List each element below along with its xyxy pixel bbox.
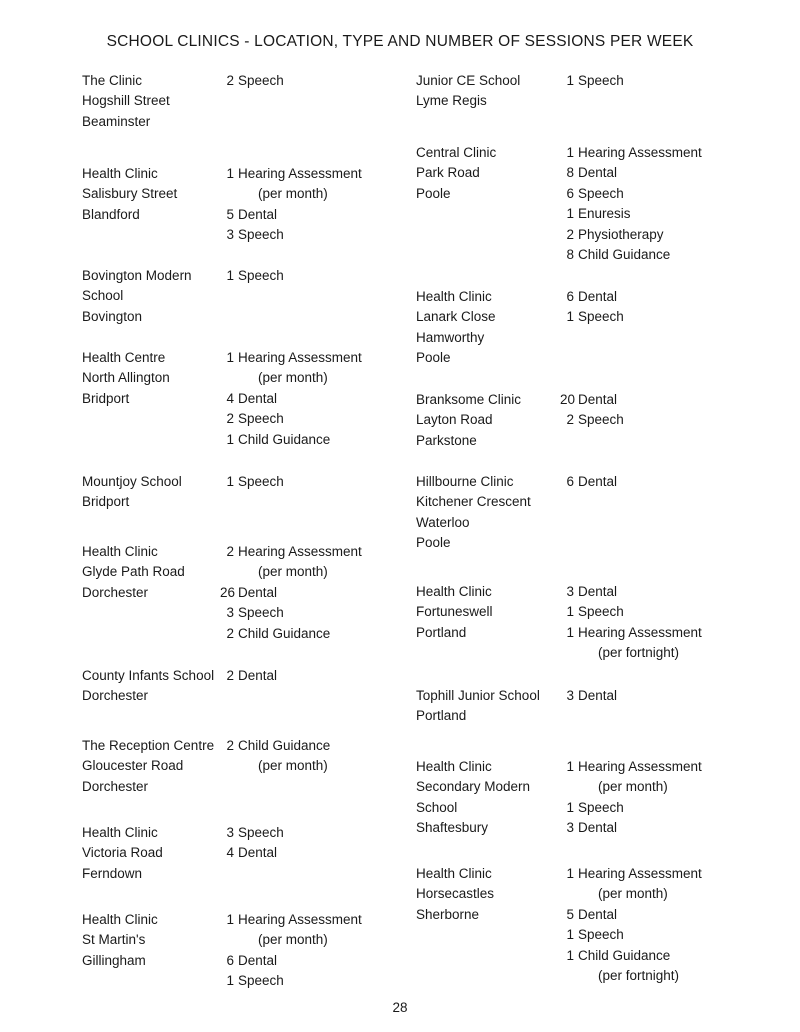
session-row — [220, 542, 362, 562]
session-type: Speech — [238, 973, 284, 989]
clinic-sessions — [220, 266, 284, 286]
location-line: Parkstone — [416, 432, 477, 448]
session-count: 1 — [566, 799, 574, 815]
session-note-text: (per month) — [258, 758, 328, 774]
location-line: Park Road — [416, 165, 480, 181]
location-line: Health Clinic — [82, 544, 158, 559]
session-type: Dental — [238, 952, 278, 968]
session-type: Speech — [578, 73, 624, 88]
session-count: 1 — [226, 431, 234, 447]
location-line: The Reception Centre — [82, 738, 215, 753]
session-row — [220, 843, 284, 863]
session-frequency-note — [220, 930, 362, 950]
location-line: Gloucester Road — [82, 758, 184, 774]
session-row — [560, 307, 624, 327]
session-count: 1 — [226, 166, 234, 181]
session-count: 4 — [226, 845, 234, 861]
session-note-text: (per month) — [598, 779, 668, 795]
session-row — [560, 184, 702, 204]
clinic-location — [416, 472, 531, 554]
clinic-sessions — [220, 472, 284, 492]
clinic-location — [416, 582, 493, 643]
clinic-sessions — [220, 164, 362, 246]
location-line: Health Centre — [82, 350, 166, 365]
session-type: Dental — [578, 474, 618, 489]
location-line: Bridport — [82, 390, 130, 406]
session-count: 1 — [566, 947, 574, 963]
location-line: Health Clinic — [82, 166, 158, 181]
session-count: 1 — [566, 145, 574, 160]
session-row — [220, 430, 362, 450]
session-row — [220, 71, 284, 91]
page-number: 28 — [392, 1000, 408, 1015]
location-line: Poole — [416, 185, 451, 201]
location-line: Lanark Close — [416, 309, 496, 325]
location-line: Hamworthy — [416, 329, 485, 345]
session-count: 2 — [226, 544, 234, 559]
clinic-location — [416, 864, 494, 925]
clinic-location — [416, 686, 540, 727]
session-count: 1 — [226, 973, 234, 989]
session-type: Dental — [578, 906, 618, 922]
session-count: 1 — [566, 309, 574, 325]
page-title: SCHOOL CLINICS - LOCATION, TYPE AND NUMBER OF SESSIONS PER WEEK — [106, 33, 694, 50]
session-row — [560, 143, 702, 163]
session-count: 8 — [566, 247, 574, 263]
location-line: Bovington — [82, 308, 143, 324]
location-line: Health Clinic — [82, 825, 158, 840]
session-count: 2 — [566, 226, 574, 242]
location-line: Health Clinic — [416, 866, 492, 881]
session-row — [220, 971, 362, 991]
location-line: County Infants School — [82, 668, 215, 683]
location-line: Beaminster — [82, 113, 151, 129]
location-line: Shaftesbury — [416, 820, 489, 836]
clinic-sessions — [560, 582, 702, 664]
session-row — [560, 472, 617, 492]
session-frequency-note — [560, 643, 702, 663]
clinic-location — [416, 71, 520, 112]
location-line: Hillbourne Clinic — [416, 474, 514, 489]
session-count: 3 — [566, 584, 574, 599]
session-count: 1 — [226, 350, 234, 365]
session-type: Child Guidance — [238, 625, 331, 641]
session-row — [560, 245, 702, 265]
session-type: Speech — [238, 474, 284, 489]
clinic-location — [416, 287, 496, 369]
session-note-text: (per fortnight) — [598, 968, 680, 984]
session-count: 3 — [226, 605, 234, 621]
session-count: 1 — [566, 604, 574, 620]
session-row — [560, 798, 702, 818]
session-row — [560, 864, 702, 884]
clinic-location — [416, 390, 521, 451]
location-line: Tophill Junior School — [416, 688, 540, 703]
location-line: The Clinic — [82, 73, 143, 88]
location-line: Dorchester — [82, 778, 149, 794]
session-type: Dental — [238, 390, 278, 406]
location-line: Bovington Modern — [82, 268, 192, 283]
session-frequency-note — [220, 756, 330, 776]
location-line: School — [416, 799, 458, 815]
session-frequency-note — [560, 884, 702, 904]
location-line: Junior CE School — [416, 73, 521, 88]
location-line: Victoria Road — [82, 845, 163, 861]
session-count: 6 — [226, 952, 234, 968]
session-row — [220, 266, 284, 286]
clinic-sessions — [220, 71, 284, 91]
session-count: 2 — [566, 412, 574, 428]
location-line: Poole — [416, 350, 451, 366]
session-count: 6 — [566, 289, 574, 304]
session-type: Dental — [238, 584, 278, 600]
clinic-sessions — [560, 472, 617, 492]
session-row — [560, 686, 617, 706]
session-row — [560, 71, 624, 91]
session-type: Speech — [578, 309, 624, 325]
session-type: Hearing Assessment — [238, 912, 362, 927]
clinic-location — [82, 736, 214, 797]
clinic-sessions — [560, 864, 702, 986]
session-frequency-note — [560, 966, 702, 986]
session-count: 1 — [566, 206, 574, 222]
session-count: 2 — [226, 668, 234, 683]
session-note-text: (per month) — [598, 886, 668, 902]
session-count: 6 — [566, 185, 574, 201]
location-line: Gillingham — [82, 952, 146, 968]
clinic-location — [82, 910, 158, 971]
session-type: Speech — [578, 185, 624, 201]
session-type: Hearing Assessment — [238, 166, 362, 181]
location-line: Glyde Path Road — [82, 564, 185, 580]
session-row — [560, 225, 702, 245]
session-type: Hearing Assessment — [578, 624, 702, 640]
clinic-location — [416, 757, 530, 839]
session-type: Dental — [578, 289, 618, 304]
session-note-text: (per month) — [258, 186, 328, 202]
session-type: Dental — [238, 845, 278, 861]
session-row — [560, 818, 702, 838]
session-type: Speech — [578, 604, 624, 620]
session-type: Child Guidance — [238, 738, 331, 753]
session-count: 3 — [226, 825, 234, 840]
session-row — [560, 204, 702, 224]
clinic-location — [82, 164, 177, 225]
session-type: Speech — [578, 799, 624, 815]
location-line: Lyme Regis — [416, 93, 487, 109]
location-line: Dorchester — [82, 584, 149, 600]
location-line: Health Clinic — [416, 759, 492, 774]
session-count: 8 — [566, 165, 574, 181]
session-type: Speech — [238, 411, 284, 427]
session-type: Child Guidance — [578, 247, 671, 263]
location-line: Kitchener Crescent — [416, 494, 531, 510]
session-frequency-note — [220, 184, 362, 204]
location-line: Blandford — [82, 206, 140, 222]
session-count: 5 — [566, 906, 574, 922]
session-count: 1 — [566, 866, 574, 881]
clinic-location — [82, 71, 170, 132]
session-type: Physiotherapy — [578, 226, 664, 242]
session-type: Speech — [578, 412, 624, 428]
session-row — [220, 164, 362, 184]
session-count: 6 — [566, 474, 574, 489]
session-row — [220, 603, 362, 623]
session-row — [220, 472, 284, 492]
location-line: Layton Road — [416, 412, 493, 428]
session-row — [560, 390, 624, 410]
session-row — [220, 951, 362, 971]
session-row — [560, 623, 702, 643]
session-type: Speech — [238, 227, 284, 243]
location-line: St Martin's — [82, 932, 146, 948]
session-type: Hearing Assessment — [578, 759, 702, 774]
session-type: Speech — [238, 825, 284, 840]
session-row — [560, 757, 702, 777]
session-row — [560, 287, 624, 307]
session-row — [560, 602, 702, 622]
session-row — [220, 409, 362, 429]
session-row — [560, 163, 702, 183]
clinic-sessions — [560, 143, 702, 265]
session-row — [560, 905, 702, 925]
location-line: School — [82, 288, 124, 304]
session-count: 2 — [226, 73, 234, 88]
clinic-sessions — [560, 287, 624, 328]
clinic-location — [82, 348, 170, 409]
location-line: Horsecastles — [416, 886, 495, 902]
session-count: 1 — [226, 268, 234, 283]
location-line: Poole — [416, 535, 451, 551]
location-line: Fortuneswell — [416, 604, 493, 620]
session-type: Dental — [238, 668, 278, 683]
clinic-sessions — [560, 686, 617, 706]
location-line: Bridport — [82, 494, 130, 510]
clinic-location — [82, 542, 185, 603]
location-line: Dorchester — [82, 688, 149, 704]
session-row — [560, 582, 702, 602]
session-type: Dental — [238, 206, 278, 222]
session-row — [560, 946, 702, 966]
session-row — [220, 736, 330, 756]
clinic-location — [82, 266, 192, 327]
session-type: Hearing Assessment — [238, 350, 362, 365]
location-line: Sherborne — [416, 906, 480, 922]
clinic-sessions — [220, 823, 284, 864]
clinic-location — [82, 823, 163, 884]
clinic-sessions — [220, 542, 362, 644]
session-type: Hearing Assessment — [578, 145, 702, 160]
session-note-text: (per month) — [258, 932, 328, 948]
session-note-text: (per month) — [258, 564, 328, 580]
session-row — [560, 925, 702, 945]
session-count: 5 — [226, 206, 234, 222]
location-line: Portland — [416, 708, 467, 724]
session-type: Child Guidance — [238, 431, 331, 447]
session-count: 3 — [226, 227, 234, 243]
session-count: 3 — [566, 820, 574, 836]
clinic-location — [82, 666, 214, 707]
location-line: Secondary Modern — [416, 779, 531, 795]
session-type: Speech — [238, 73, 284, 88]
location-line: Waterloo — [416, 514, 470, 530]
session-type: Dental — [578, 165, 618, 181]
session-type: Speech — [238, 605, 284, 621]
location-line: Portland — [416, 624, 467, 640]
session-row — [220, 910, 362, 930]
location-line: Ferndown — [82, 865, 143, 881]
session-type: Speech — [578, 927, 624, 943]
location-line: Branksome Clinic — [416, 392, 522, 407]
session-type: Child Guidance — [578, 947, 671, 963]
session-count: 1 — [566, 73, 574, 88]
session-row — [220, 583, 362, 603]
session-type: Dental — [578, 820, 618, 836]
session-count: 1 — [566, 624, 574, 640]
clinic-sessions — [560, 71, 624, 91]
session-note-text: (per month) — [258, 370, 328, 386]
session-type: Hearing Assessment — [238, 544, 362, 559]
session-type: Hearing Assessment — [578, 866, 702, 881]
clinic-sessions — [220, 910, 362, 992]
location-line: Health Clinic — [416, 584, 492, 599]
session-row — [220, 225, 362, 245]
location-line: Salisbury Street — [82, 186, 178, 202]
session-count: 2 — [226, 625, 234, 641]
session-frequency-note — [220, 368, 362, 388]
session-row — [220, 389, 362, 409]
session-type: Dental — [578, 688, 618, 703]
location-line: Central Clinic — [416, 145, 497, 160]
location-line: Mountjoy School — [82, 474, 182, 489]
session-type: Dental — [578, 584, 618, 599]
clinic-location — [82, 472, 182, 513]
session-count: 1 — [566, 927, 574, 943]
session-type: Dental — [578, 392, 618, 407]
session-row — [220, 823, 284, 843]
session-note-text: (per fortnight) — [598, 645, 680, 661]
session-count: 26 — [220, 584, 236, 600]
session-count: 4 — [226, 390, 234, 406]
session-type: Enuresis — [578, 206, 631, 222]
clinic-sessions — [220, 736, 330, 777]
session-frequency-note — [560, 777, 702, 797]
location-line: Health Clinic — [82, 912, 158, 927]
session-row — [220, 205, 362, 225]
clinic-location — [416, 143, 496, 204]
location-line: Health Clinic — [416, 289, 492, 304]
session-row — [220, 666, 277, 686]
clinic-sessions — [220, 348, 362, 450]
location-line: North Allington — [82, 370, 170, 386]
session-count: 3 — [566, 688, 574, 703]
session-count: 20 — [560, 392, 576, 407]
session-type: Speech — [238, 268, 284, 283]
session-count: 2 — [226, 411, 234, 427]
clinic-sessions — [220, 666, 277, 686]
session-count: 1 — [226, 912, 234, 927]
session-frequency-note — [220, 562, 362, 582]
session-row — [560, 410, 624, 430]
session-count: 2 — [226, 738, 234, 753]
location-line: Hogshill Street — [82, 93, 170, 109]
session-row — [220, 348, 362, 368]
session-row — [220, 624, 362, 644]
session-count: 1 — [566, 759, 574, 774]
session-count: 1 — [226, 474, 234, 489]
clinic-sessions — [560, 390, 624, 431]
clinic-sessions — [560, 757, 702, 839]
